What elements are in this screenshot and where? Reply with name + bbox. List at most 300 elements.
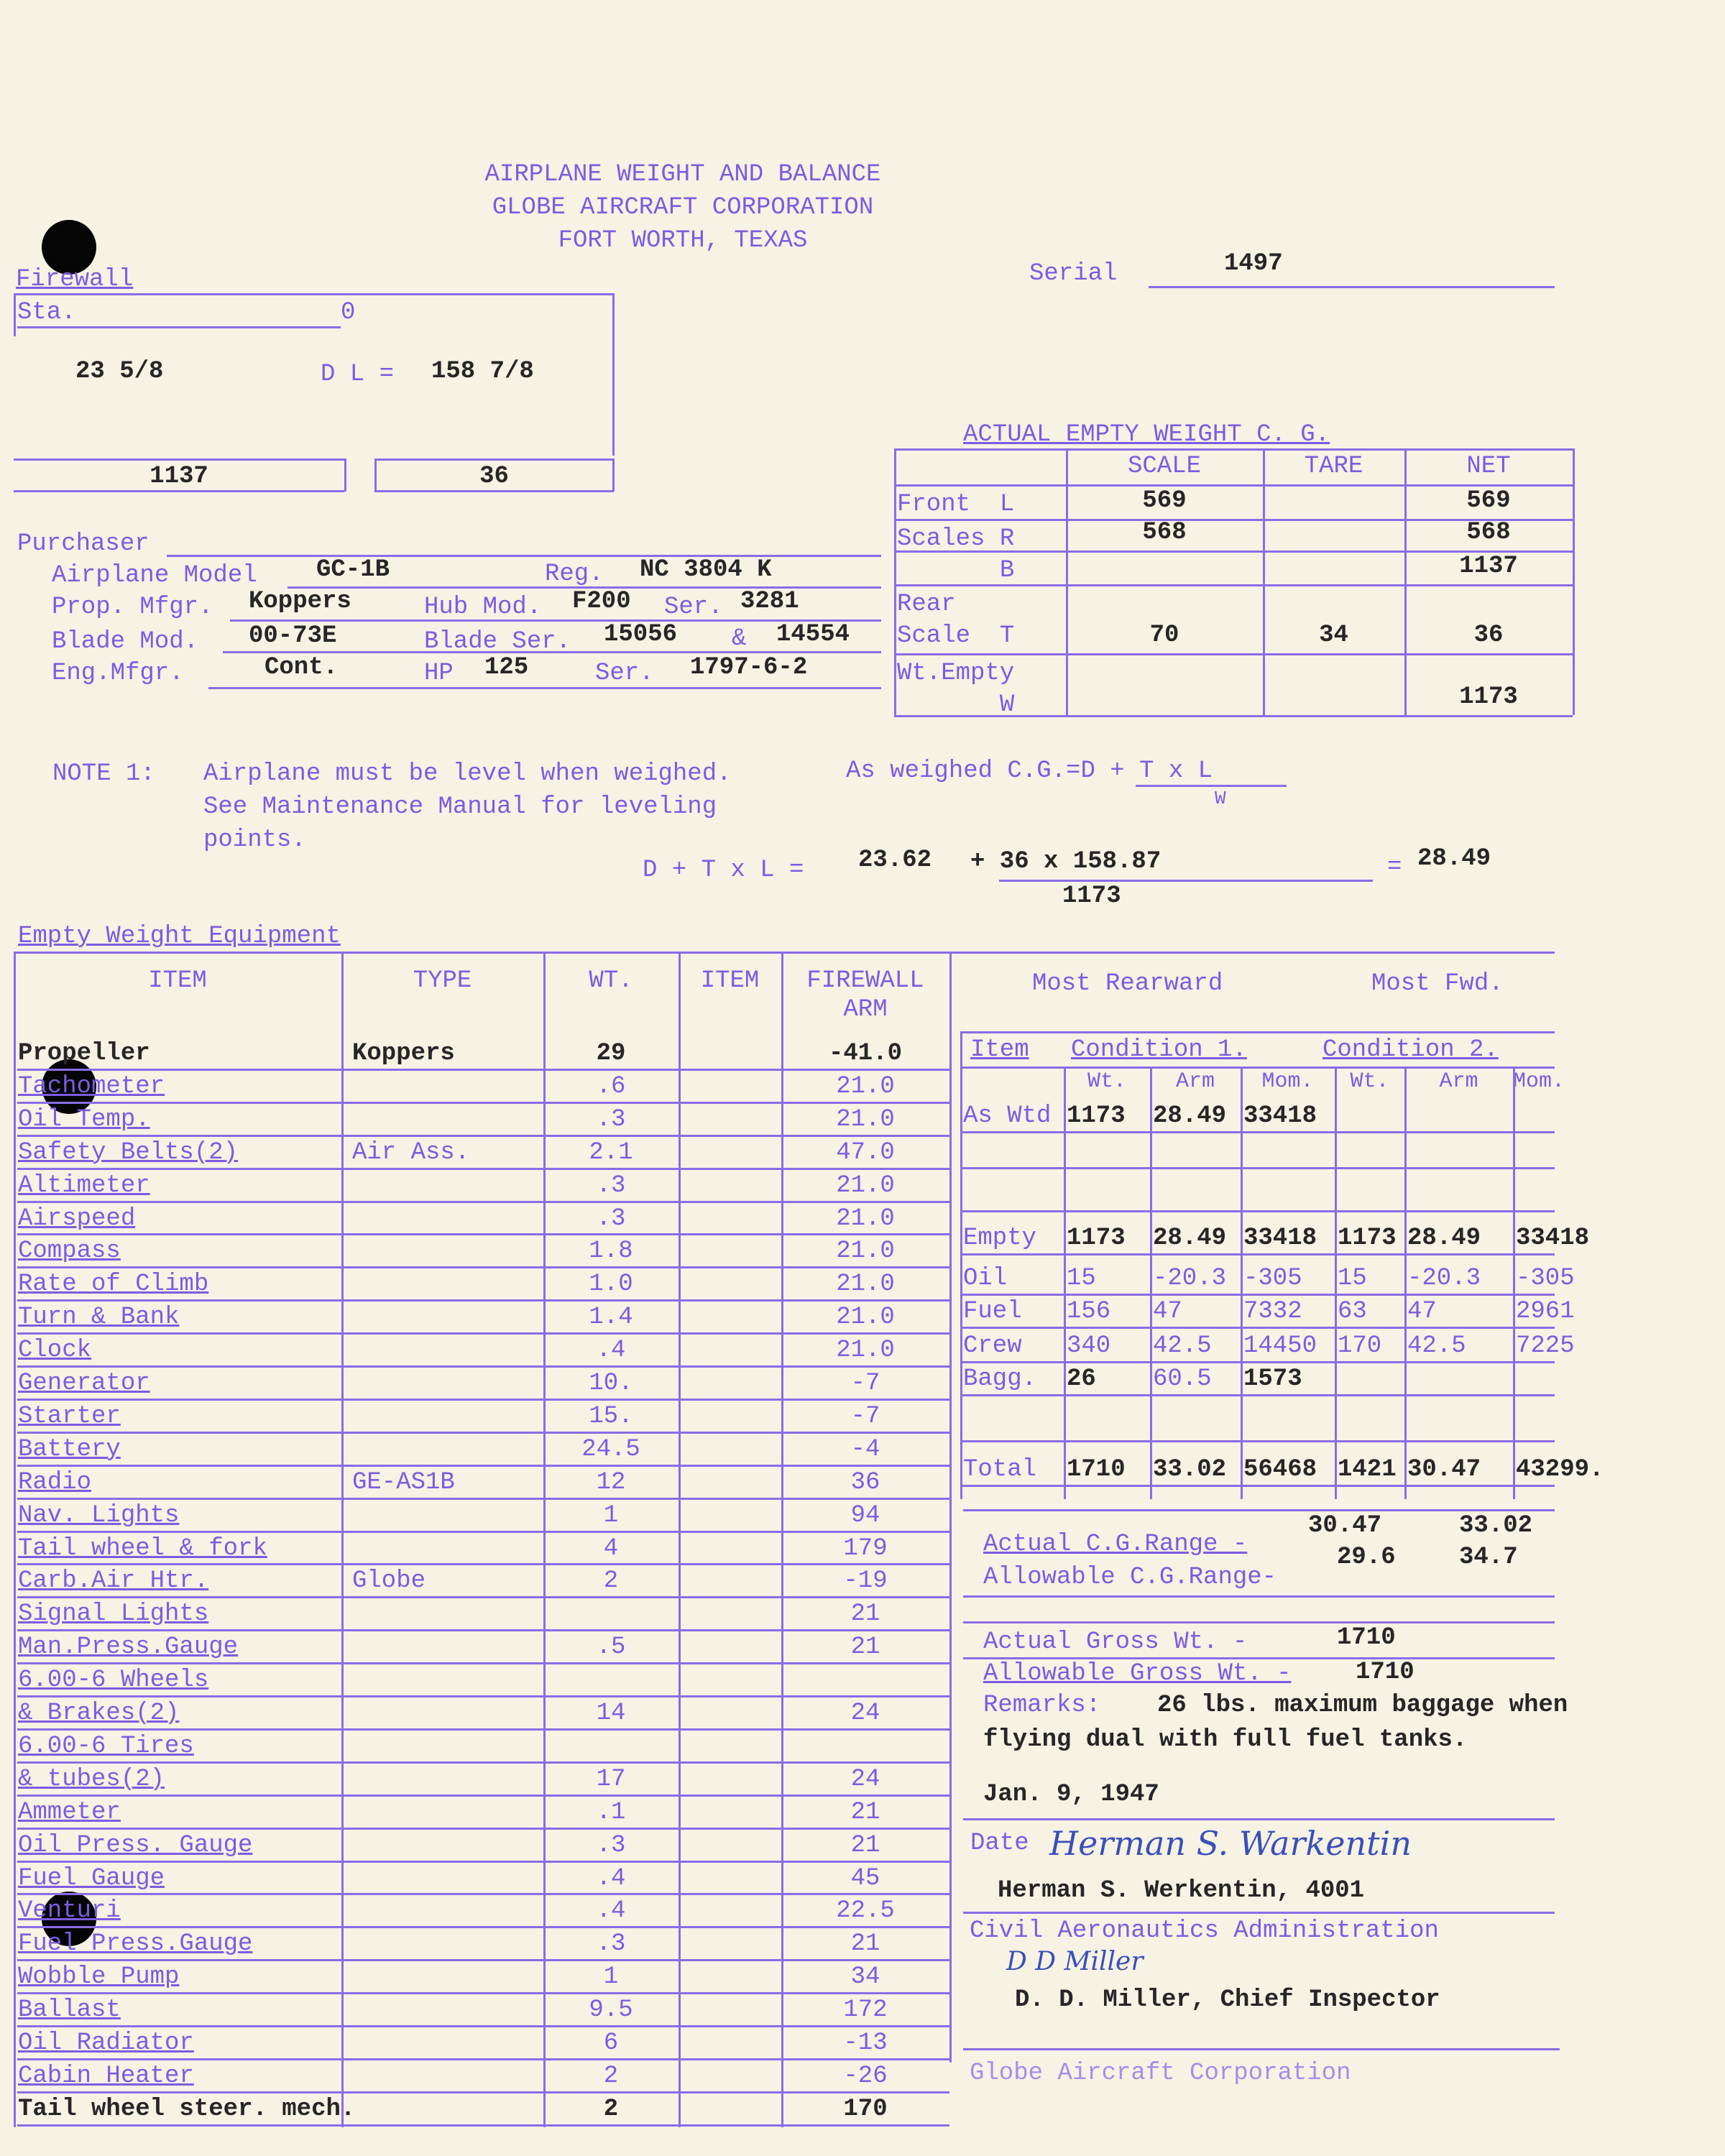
- actual-cg-label: Actual C.G.Range -: [983, 1531, 1248, 1558]
- date-label: Date: [970, 1830, 1029, 1857]
- equipment-arm: 170: [843, 2095, 888, 2123]
- equipment-weight: 6: [603, 2030, 619, 2057]
- front-net-box: 1137: [150, 463, 208, 490]
- table-rule: [894, 448, 1573, 451]
- equipment-item: Radio: [18, 1468, 92, 1496]
- loading-row-label: Bagg.: [963, 1365, 1037, 1393]
- loading-cell: 30.47: [1407, 1456, 1481, 1483]
- equipment-weight: 1.0: [589, 1271, 633, 1299]
- loading-row-label: Empty: [963, 1225, 1037, 1252]
- table-rule: [17, 2091, 949, 2093]
- equipment-weight: 1: [603, 1963, 619, 1991]
- table-rule: [17, 1299, 949, 1302]
- table-rule: [960, 1253, 1555, 1256]
- equipment-arm: -19: [843, 1567, 888, 1595]
- hp-label: HP: [424, 660, 454, 687]
- loading-cell: 14450: [1243, 1332, 1317, 1360]
- loading-cell: 7332: [1243, 1298, 1302, 1325]
- equipment-item: Signal Lights: [18, 1600, 209, 1628]
- hub-mod-value: F200: [572, 588, 631, 615]
- loading-sub-header: Mom.: [1261, 1069, 1314, 1094]
- table-rule: [14, 952, 16, 2127]
- loading-item-header: Item: [970, 1036, 1029, 1064]
- table-rule: [17, 1563, 949, 1565]
- table-rule: [960, 1031, 962, 1499]
- table-rule: [960, 1031, 1555, 1033]
- equipment-weight: .4: [596, 1337, 626, 1365]
- table-rule: [17, 1069, 949, 1071]
- equipment-item: Nav. Lights: [18, 1501, 180, 1529]
- table-rule: [17, 1828, 949, 1830]
- loading-cell: 26: [1067, 1365, 1096, 1393]
- table-rule: [17, 1399, 949, 1401]
- cg-column-header: NET: [1466, 453, 1511, 480]
- table-rule: [14, 952, 1555, 954]
- table-rule: [17, 1861, 949, 1863]
- blade-mod-label: Blade Mod.: [52, 628, 199, 655]
- loading-sub-header: Wt.: [1350, 1069, 1389, 1094]
- equipment-item: Clock: [18, 1337, 92, 1365]
- signature-miller: D D Miller: [1006, 1947, 1144, 1976]
- equipment-arm: 47.0: [836, 1138, 895, 1166]
- company-label: Globe Aircraft Corporation: [970, 2060, 1351, 2087]
- equipment-column-header: ITEM: [148, 967, 207, 995]
- cg-row-label: Front L: [897, 491, 1015, 518]
- equipment-arm: 24: [850, 1700, 880, 1727]
- equipment-item: Altimeter: [18, 1171, 150, 1199]
- company-location: FORT WORTH, TEXAS: [558, 227, 808, 254]
- table-rule: [17, 1992, 949, 1994]
- equipment-arm: 21.0: [836, 1337, 895, 1365]
- eng-mfgr-label: Eng.Mfgr.: [52, 660, 184, 687]
- equipment-arm: 21.0: [836, 1171, 895, 1199]
- table-rule: [960, 1440, 1555, 1442]
- allowable-gross-value: 1710: [1356, 1659, 1414, 1686]
- loading-cell: 33.02: [1153, 1456, 1227, 1483]
- equipment-item: Ammeter: [18, 1798, 121, 1826]
- remarks-line: 26 lbs. maximum baggage when: [1157, 1692, 1568, 1719]
- note-line: See Maintenance Manual for leveling: [203, 793, 717, 821]
- equipment-arm: 21: [850, 1831, 880, 1859]
- allowable-gross-label: Allowable Gross Wt. -: [983, 1660, 1292, 1687]
- table-rule: [1263, 448, 1265, 715]
- table-rule: [17, 1662, 949, 1664]
- cg-column-header: TARE: [1304, 453, 1363, 480]
- caa-label: Civil Aeronautics Administration: [970, 1917, 1439, 1945]
- allowable-cg-min: 29.6: [1337, 1544, 1396, 1571]
- table-rule: [17, 1596, 949, 1598]
- cg-row-label: Wt.Empty W: [897, 660, 1015, 719]
- loading-cell: 1173: [1338, 1225, 1397, 1252]
- table-rule: [17, 1168, 949, 1170]
- equipment-arm: 36: [850, 1468, 880, 1496]
- table-rule: [17, 1201, 949, 1203]
- hub-ser-value: 3281: [740, 588, 799, 615]
- hub-mod-label: Hub Mod.: [424, 594, 542, 621]
- equipment-weight: .3: [596, 1831, 626, 1859]
- dl-value: 158 7/8: [431, 358, 534, 385]
- table-rule: [1573, 448, 1575, 715]
- table-rule: [17, 1695, 949, 1697]
- note-label: NOTE 1:: [52, 760, 155, 788]
- equipment-weight: .5: [596, 1634, 626, 1662]
- equipment-column-header: ITEM: [700, 967, 760, 995]
- equipment-weight: 4: [603, 1534, 619, 1562]
- table-rule: [17, 1761, 949, 1764]
- cg-column-header: SCALE: [1127, 453, 1202, 480]
- equipment-arm: 45: [850, 1864, 880, 1892]
- hub-ser-label: Ser.: [664, 594, 723, 621]
- table-rule: [960, 1485, 1555, 1487]
- table-rule: [949, 952, 952, 2063]
- remarks-label: Remarks:: [983, 1692, 1101, 1719]
- hp-value: 125: [484, 654, 529, 681]
- d-value: 23 5/8: [75, 358, 164, 385]
- table-rule: [341, 952, 344, 2127]
- equipment-item: Carb.Air Htr.: [18, 1567, 209, 1595]
- loading-cell: -305: [1516, 1265, 1575, 1292]
- equipment-column-header: FIREWALL: [806, 967, 924, 995]
- cg-cell-net: 569: [1466, 487, 1511, 515]
- equipment-weight: .3: [596, 1171, 626, 1199]
- equipment-weight: 2: [603, 2095, 619, 2123]
- equipment-column-header: WT.: [589, 967, 633, 995]
- equipment-item: Fuel Press.Gauge: [18, 1930, 253, 1958]
- equipment-item: Man.Press.Gauge: [18, 1634, 239, 1662]
- equipment-item: Propeller: [18, 1040, 150, 1067]
- serial-label: Serial: [1029, 260, 1118, 287]
- table-rule: [17, 1102, 949, 1104]
- purchaser-label: Purchaser: [17, 530, 150, 558]
- table-rule: [960, 1327, 1555, 1329]
- table-rule: [17, 1629, 949, 1631]
- loading-sub-header: Mom.: [1513, 1069, 1565, 1094]
- reg-label: Reg.: [545, 561, 604, 588]
- loading-cell: 47: [1407, 1298, 1437, 1325]
- blade-ser-label: Blade Ser.: [424, 628, 571, 655]
- equipment-arm: 21.0: [836, 1271, 895, 1299]
- equipment-weight: .3: [596, 1204, 626, 1233]
- equipment-type: Air Ass.: [352, 1138, 470, 1166]
- empty-cg-title: ACTUAL EMPTY WEIGHT C. G.: [963, 421, 1330, 448]
- actual-cg-max: 33.02: [1459, 1512, 1533, 1539]
- loading-cell: 28.49: [1153, 1102, 1227, 1130]
- equipment-weight: 17: [596, 1765, 626, 1793]
- table-rule: [17, 1135, 949, 1137]
- table-rule: [17, 1365, 949, 1368]
- equipment-type: Koppers: [352, 1040, 455, 1067]
- equipment-arm: 94: [850, 1501, 880, 1529]
- equipment-item: & tubes(2): [18, 1765, 165, 1793]
- eng-ser-value: 1797-6-2: [690, 654, 808, 681]
- remarks-line: flying dual with full fuel tanks.: [983, 1726, 1468, 1754]
- as-weighed-denominator: W: [1215, 788, 1226, 809]
- equipment-weight: .4: [596, 1864, 626, 1892]
- loading-cell: 28.49: [1407, 1225, 1481, 1252]
- sta-label: Sta.: [17, 299, 76, 326]
- equipment-arm: -4: [850, 1435, 880, 1463]
- blade-ser-value2: 14554: [776, 621, 850, 648]
- equipment-item: 6.00-6 Wheels: [18, 1667, 209, 1695]
- equipment-arm: 179: [843, 1534, 888, 1562]
- prop-mfgr-value: Koppers: [249, 588, 351, 615]
- blade-ser-value: 15056: [604, 621, 678, 648]
- equipment-weight: 2: [603, 2062, 619, 2090]
- equipment-type: GE-AS1B: [352, 1468, 455, 1496]
- equipment-weight: 15.: [589, 1402, 633, 1430]
- table-rule: [17, 2058, 949, 2060]
- equipment-arm: 21.0: [836, 1204, 895, 1233]
- loading-row-label: Crew: [963, 1332, 1022, 1360]
- equipment-arm: -13: [843, 2030, 888, 2057]
- blade-ser-amp: &: [732, 625, 747, 653]
- equipment-item: Venturi: [18, 1897, 121, 1925]
- equipment-weight: 12: [596, 1468, 626, 1496]
- equipment-item: Fuel Gauge: [18, 1864, 165, 1892]
- loading-row-label: Fuel: [963, 1298, 1022, 1325]
- company-title: GLOBE AIRCRAFT CORPORATION: [492, 194, 874, 221]
- equipment-weight: 10.: [589, 1370, 633, 1397]
- equipment-weight: .1: [596, 1798, 626, 1826]
- cg-cell-scale: 568: [1142, 519, 1187, 546]
- table-rule: [960, 1167, 1555, 1169]
- model-label: Airplane Model: [52, 562, 257, 589]
- loading-sub-header: Wt.: [1087, 1069, 1126, 1094]
- equipment-arm: 21: [850, 1600, 880, 1628]
- cg-cell-scale: 70: [1149, 622, 1179, 649]
- table-rule: [17, 1465, 949, 1467]
- loading-cell: 43299.: [1516, 1456, 1604, 1483]
- equipment-weight: 9.5: [589, 1996, 633, 2024]
- loading-cell: 15: [1067, 1265, 1096, 1292]
- loading-cell: 47: [1153, 1298, 1182, 1325]
- equipment-type: Globe: [352, 1567, 426, 1595]
- cg-cell-net: 36: [1473, 622, 1504, 649]
- actual-cg-min: 30.47: [1308, 1512, 1382, 1539]
- table-rule: [17, 2124, 949, 2127]
- equipment-weight: .6: [596, 1072, 626, 1100]
- dl-label: D L =: [321, 361, 395, 388]
- equipment-weight: .4: [596, 1897, 626, 1925]
- table-rule: [960, 1294, 1555, 1296]
- equipment-arm: -7: [850, 1402, 880, 1430]
- equipment-title: Empty Weight Equipment: [18, 923, 341, 950]
- equipment-item: Compass: [18, 1238, 121, 1266]
- cg-cell-net: 1137: [1459, 553, 1518, 580]
- cg-cell-net: 1173: [1459, 683, 1518, 711]
- date-value: Jan. 9, 1947: [983, 1781, 1159, 1808]
- cg-row-label: Rear Scale T: [897, 591, 1015, 650]
- equipment-item: Starter: [18, 1402, 121, 1430]
- equipment-arm: 34: [850, 1963, 880, 1991]
- equipment-weight: .3: [596, 1930, 626, 1958]
- equipment-item: & Brakes(2): [18, 1700, 180, 1727]
- loading-cell: 60.5: [1153, 1365, 1212, 1393]
- rear-net-box: 36: [479, 463, 509, 490]
- loading-cell: 56468: [1243, 1456, 1317, 1483]
- table-rule: [17, 1728, 949, 1731]
- loading-cell: 63: [1338, 1298, 1367, 1325]
- loading-cell: 15: [1338, 1265, 1367, 1292]
- equipment-weight: .3: [596, 1105, 626, 1133]
- equipment-column-header: TYPE: [413, 967, 472, 995]
- formula-d: 23.62: [858, 847, 932, 874]
- formula-equals: =: [1387, 854, 1402, 881]
- condition-2-header: Condition 2.: [1322, 1036, 1499, 1064]
- eng-mfgr-value: Cont.: [264, 654, 339, 681]
- table-rule: [960, 1067, 1555, 1069]
- equipment-arm: 21.0: [836, 1072, 895, 1100]
- firewall-label: Firewall: [16, 266, 134, 293]
- cg-row-label: Scales R: [897, 525, 1015, 553]
- table-rule: [17, 1893, 949, 1895]
- equipment-item: Safety Belts(2): [18, 1138, 239, 1166]
- table-rule: [17, 1233, 949, 1235]
- equipment-arm: -26: [843, 2062, 888, 2090]
- formula-label: D + T x L =: [643, 857, 804, 884]
- blade-mod-value: 00-73E: [249, 622, 337, 650]
- equipment-arm: 21.0: [836, 1105, 895, 1133]
- formula-denominator: 1173: [1062, 883, 1121, 910]
- loading-cell: -305: [1243, 1265, 1302, 1292]
- loading-cell: -20.3: [1407, 1265, 1481, 1292]
- equipment-arm: 172: [843, 1996, 888, 2024]
- table-rule: [960, 1361, 1555, 1363]
- equipment-weight: 1.8: [589, 1238, 633, 1266]
- cg-cell-net: 568: [1466, 519, 1511, 546]
- equipment-item: Tail wheel & fork: [18, 1534, 267, 1562]
- table-rule: [17, 1531, 949, 1533]
- equipment-item: Tail wheel steer. mech.: [18, 2095, 356, 2123]
- table-rule: [960, 1131, 1555, 1133]
- cg-row-label: B: [897, 557, 1015, 584]
- table-rule: [17, 1332, 949, 1335]
- eng-ser-label: Ser.: [595, 660, 654, 687]
- equipment-arm: 22.5: [836, 1897, 895, 1925]
- equipment-weight: 1: [603, 1501, 619, 1529]
- loading-cell: 1710: [1067, 1456, 1126, 1483]
- table-rule: [17, 1926, 949, 1928]
- table-rule: [17, 1795, 949, 1797]
- as-weighed-formula: As weighed C.G.=D + T x L: [846, 757, 1213, 785]
- serial-value: 1497: [1224, 250, 1283, 277]
- loading-cell: 42.5: [1153, 1332, 1212, 1360]
- loading-cell: 340: [1067, 1332, 1111, 1360]
- loading-cell: 1173: [1067, 1102, 1126, 1130]
- loading-cell: 2961: [1516, 1298, 1575, 1325]
- loading-cell: 42.5: [1407, 1332, 1466, 1360]
- equipment-arm: 21: [850, 1634, 880, 1662]
- equipment-weight: 1.4: [589, 1304, 633, 1332]
- table-rule: [894, 484, 1573, 487]
- equipment-item: Wobble Pump: [18, 1963, 180, 1991]
- loading-cell: 33418: [1243, 1225, 1317, 1252]
- table-rule: [894, 653, 1573, 655]
- note-line: points.: [203, 826, 306, 854]
- cg-cell-scale: 569: [1142, 487, 1187, 515]
- formula-result: 28.49: [1417, 845, 1491, 872]
- table-rule: [17, 1432, 949, 1434]
- loading-cell: 33418: [1516, 1225, 1590, 1252]
- allowable-cg-label: Allowable C.G.Range-: [983, 1564, 1277, 1591]
- allowable-cg-max: 34.7: [1459, 1544, 1518, 1571]
- sta-value: 0: [341, 299, 356, 326]
- equipment-weight: 2: [603, 1567, 619, 1595]
- loading-row-label: As Wtd: [963, 1102, 1052, 1130]
- model-value: GC-1B: [316, 556, 390, 584]
- equipment-column-header: ARM: [843, 996, 888, 1023]
- table-rule: [678, 952, 681, 2127]
- equipment-item: Battery: [18, 1435, 121, 1463]
- actual-gross-value: 1710: [1337, 1624, 1396, 1651]
- equipment-item: Oil Temp.: [18, 1105, 150, 1133]
- table-rule: [17, 1498, 949, 1500]
- equipment-arm: 24: [850, 1765, 880, 1793]
- table-rule: [894, 448, 896, 715]
- table-rule: [960, 1394, 1555, 1396]
- signer-miller: D. D. Miller, Chief Inspector: [1015, 1986, 1440, 2014]
- loading-cell: -20.3: [1153, 1265, 1227, 1292]
- loading-cell: 156: [1067, 1298, 1111, 1325]
- signature-werkentin: Herman S. Warkentin: [1049, 1824, 1412, 1863]
- loading-cell: 1573: [1243, 1365, 1302, 1393]
- table-rule: [17, 1266, 949, 1268]
- equipment-item: Tachometer: [18, 1072, 165, 1100]
- loading-sub-header: Arm: [1439, 1069, 1478, 1094]
- loading-row-label: Total: [963, 1456, 1037, 1483]
- equipment-arm: -7: [850, 1370, 880, 1397]
- loading-cell: 170: [1338, 1332, 1382, 1360]
- loading-cell: 28.49: [1153, 1225, 1227, 1252]
- equipment-item: Generator: [18, 1370, 150, 1397]
- loading-row-label: Oil: [963, 1265, 1008, 1292]
- equipment-item: Oil Radiator: [18, 2030, 194, 2057]
- form-title: AIRPLANE WEIGHT AND BALANCE: [484, 161, 881, 188]
- equipment-item: Rate of Climb: [18, 1271, 209, 1299]
- formula-numerator: + 36 x 158.87: [970, 848, 1162, 875]
- prop-mfgr-label: Prop. Mfgr.: [52, 594, 213, 621]
- reg-value: NC 3804 K: [640, 556, 772, 584]
- actual-gross-label: Actual Gross Wt. -: [983, 1628, 1248, 1656]
- equipment-item: Ballast: [18, 1996, 121, 2024]
- loading-sub-header: Arm: [1175, 1069, 1215, 1094]
- cg-cell-tare: 34: [1319, 622, 1348, 649]
- equipment-weight: 29: [596, 1040, 626, 1067]
- equipment-item: 6.00-6 Tires: [18, 1732, 194, 1760]
- loading-cell: 33418: [1243, 1102, 1317, 1130]
- equipment-arm: 21: [850, 1930, 880, 1958]
- equipment-arm: 21.0: [836, 1304, 895, 1332]
- table-rule: [17, 2025, 949, 2027]
- loading-cell: 1421: [1338, 1456, 1397, 1483]
- equipment-weight: 2.1: [589, 1138, 633, 1166]
- equipment-arm: 21.0: [836, 1238, 895, 1266]
- most-fwd-label: Most Fwd.: [1371, 970, 1504, 998]
- equipment-weight: 24.5: [581, 1435, 640, 1463]
- note-line: Airplane must be level when weighed.: [203, 760, 732, 788]
- loading-cell: 1173: [1067, 1225, 1126, 1252]
- equipment-item: Oil Press. Gauge: [18, 1831, 253, 1859]
- equipment-item: Turn & Bank: [18, 1304, 180, 1332]
- condition-1-header: Condition 1.: [1071, 1036, 1247, 1064]
- most-rearward-label: Most Rearward: [1032, 970, 1223, 998]
- table-rule: [960, 1210, 1555, 1212]
- equipment-arm: 21: [850, 1798, 880, 1826]
- equipment-arm: -41.0: [828, 1040, 903, 1067]
- equipment-item: Airspeed: [18, 1204, 136, 1233]
- loading-cell: 7225: [1516, 1332, 1575, 1360]
- signer-werkentin: Herman S. Werkentin, 4001: [998, 1877, 1365, 1904]
